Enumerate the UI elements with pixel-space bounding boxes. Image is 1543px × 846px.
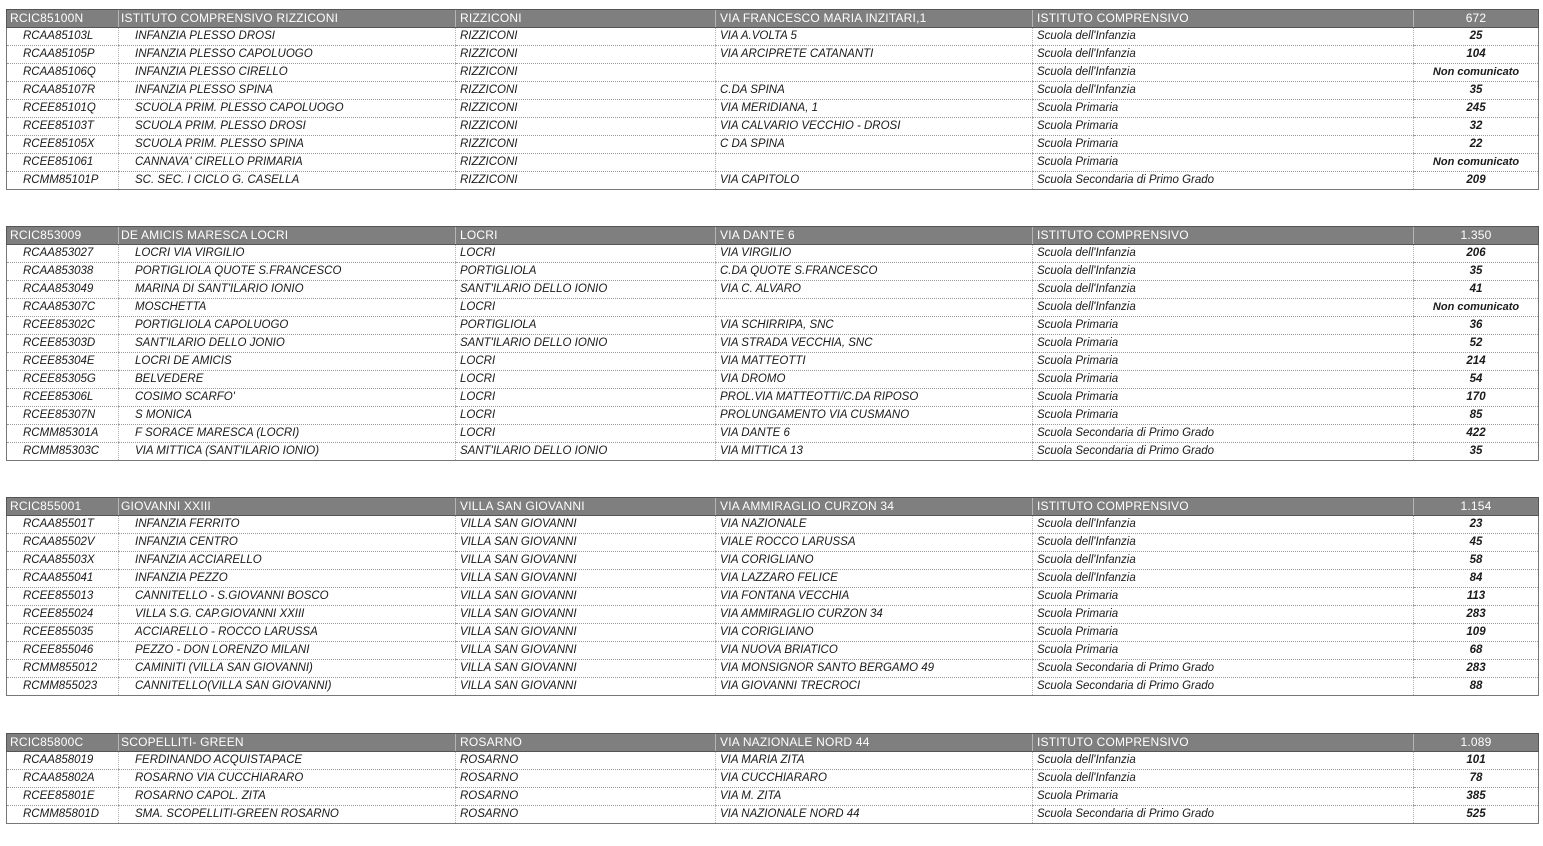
cell-tipo: Scuola dell'Infanzia <box>1033 534 1414 552</box>
cell-code: RCMM85301A <box>7 425 119 443</box>
cell-comune: ROSARNO <box>456 752 716 770</box>
header-cell-comune: VILLA SAN GIOVANNI <box>456 498 716 516</box>
cell-alunni: 32 <box>1414 118 1539 136</box>
cell-alunni: 52 <box>1414 335 1539 353</box>
cell-indirizzo: C DA SPINA <box>716 136 1033 154</box>
cell-name: BELVEDERE <box>119 371 456 389</box>
cell-code: RCEE855024 <box>7 606 119 624</box>
cell-indirizzo: VIA MERIDIANA, 1 <box>716 100 1033 118</box>
table-row <box>7 678 1539 696</box>
header-cell-comune: ROSARNO <box>456 734 716 752</box>
cell-comune: RIZZICONI <box>456 136 716 154</box>
table-row <box>7 64 1539 82</box>
header-cell-alunni: 1.089 <box>1414 734 1539 752</box>
cell-comune: VILLA SAN GIOVANNI <box>456 660 716 678</box>
header-cell-comune: RIZZICONI <box>456 10 716 28</box>
cell-code: RCEE85302C <box>7 317 119 335</box>
table-row <box>7 806 1539 824</box>
cell-code: RCEE85101Q <box>7 100 119 118</box>
cell-comune: RIZZICONI <box>456 28 716 46</box>
header-cell-code: RCIC85100N <box>7 10 119 28</box>
cell-comune: PORTIGLIOLA <box>456 263 716 281</box>
cell-name: PEZZO - DON LORENZO MILANI <box>119 642 456 660</box>
cell-tipo: Scuola Primaria <box>1033 407 1414 425</box>
cell-tipo: Scuola dell'Infanzia <box>1033 82 1414 100</box>
cell-name: ROSARNO VIA CUCCHIARARO <box>119 770 456 788</box>
cell-code: RCAA85307C <box>7 299 119 317</box>
cell-tipo: Scuola Primaria <box>1033 100 1414 118</box>
cell-tipo: Scuola Primaria <box>1033 389 1414 407</box>
table-row <box>7 335 1539 353</box>
cell-alunni: 85 <box>1414 407 1539 425</box>
cell-code: RCEE851061 <box>7 154 119 172</box>
cell-tipo: Scuola Primaria <box>1033 118 1414 136</box>
header-cell-name: DE AMICIS MARESCA LOCRI <box>119 227 456 245</box>
cell-name: INFANZIA PLESSO CAPOLUOGO <box>119 46 456 64</box>
cell-comune: ROSARNO <box>456 788 716 806</box>
cell-tipo: Scuola dell'Infanzia <box>1033 64 1414 82</box>
cell-code: RCEE85306L <box>7 389 119 407</box>
cell-tipo: Scuola dell'Infanzia <box>1033 28 1414 46</box>
header-cell-tipo: ISTITUTO COMPRENSIVO <box>1033 734 1414 752</box>
cell-indirizzo: VIA NUOVA BRIATICO <box>716 642 1033 660</box>
institute-header-row <box>7 498 1539 516</box>
cell-code: RCEE85105X <box>7 136 119 154</box>
cell-code: RCAA853049 <box>7 281 119 299</box>
cell-name: MOSCHETTA <box>119 299 456 317</box>
cell-comune: ROSARNO <box>456 806 716 824</box>
cell-code: RCAA85105P <box>7 46 119 64</box>
cell-tipo: Scuola dell'Infanzia <box>1033 516 1414 534</box>
cell-name: VILLA S.G. CAP.GIOVANNI XXIII <box>119 606 456 624</box>
table-row <box>7 570 1539 588</box>
cell-name: SANT'ILARIO DELLO JONIO <box>119 335 456 353</box>
cell-tipo: Scuola dell'Infanzia <box>1033 263 1414 281</box>
cell-name: SMA. SCOPELLITI-GREEN ROSARNO <box>119 806 456 824</box>
cell-tipo: Scuola dell'Infanzia <box>1033 46 1414 64</box>
cell-name: LOCRI DE AMICIS <box>119 353 456 371</box>
cell-comune: PORTIGLIOLA <box>456 317 716 335</box>
cell-name: MARINA DI SANT'ILARIO IONIO <box>119 281 456 299</box>
cell-indirizzo: VIA LAZZARO FELICE <box>716 570 1033 588</box>
header-cell-indirizzo: VIA AMMIRAGLIO CURZON 34 <box>716 498 1033 516</box>
cell-alunni: Non comunicato <box>1414 299 1539 317</box>
table-row <box>7 281 1539 299</box>
cell-alunni: 209 <box>1414 172 1539 190</box>
table-row <box>7 118 1539 136</box>
cell-code: RCAA85103L <box>7 28 119 46</box>
cell-code: RCEE85303D <box>7 335 119 353</box>
cell-indirizzo: VIA NAZIONALE NORD 44 <box>716 806 1033 824</box>
table-row <box>7 172 1539 190</box>
header-cell-name: GIOVANNI XXIII <box>119 498 456 516</box>
header-cell-tipo: ISTITUTO COMPRENSIVO <box>1033 498 1414 516</box>
cell-alunni: Non comunicato <box>1414 154 1539 172</box>
table-row <box>7 389 1539 407</box>
table-row <box>7 443 1539 461</box>
cell-indirizzo: VIA MITTICA 13 <box>716 443 1033 461</box>
cell-indirizzo: VIA MONSIGNOR SANTO BERGAMO 49 <box>716 660 1033 678</box>
header-cell-name: ISTITUTO COMPRENSIVO RIZZICONI <box>119 10 456 28</box>
cell-comune: VILLA SAN GIOVANNI <box>456 606 716 624</box>
cell-indirizzo: PROLUNGAMENTO VIA CUSMANO <box>716 407 1033 425</box>
cell-indirizzo: VIALE ROCCO LARUSSA <box>716 534 1033 552</box>
cell-alunni: 41 <box>1414 281 1539 299</box>
cell-code: RCEE85305G <box>7 371 119 389</box>
cell-comune: VILLA SAN GIOVANNI <box>456 534 716 552</box>
school-table <box>6 226 1539 461</box>
cell-alunni: 78 <box>1414 770 1539 788</box>
table-row <box>7 752 1539 770</box>
cell-indirizzo: VIA CUCCHIARARO <box>716 770 1033 788</box>
cell-comune: RIZZICONI <box>456 172 716 190</box>
cell-alunni: 113 <box>1414 588 1539 606</box>
header-cell-tipo: ISTITUTO COMPRENSIVO <box>1033 227 1414 245</box>
cell-indirizzo: VIA M. ZITA <box>716 788 1033 806</box>
table-row <box>7 770 1539 788</box>
cell-code: RCMM85303C <box>7 443 119 461</box>
cell-comune: LOCRI <box>456 371 716 389</box>
institute-header-row <box>7 734 1539 752</box>
cell-code: RCAA853027 <box>7 245 119 263</box>
header-cell-indirizzo: VIA DANTE 6 <box>716 227 1033 245</box>
cell-name: CANNITELLO - S.GIOVANNI BOSCO <box>119 588 456 606</box>
table-row <box>7 534 1539 552</box>
cell-code: RCEE855046 <box>7 642 119 660</box>
table-row <box>7 660 1539 678</box>
table-row <box>7 552 1539 570</box>
cell-name: VIA MITTICA (SANT'ILARIO IONIO) <box>119 443 456 461</box>
cell-indirizzo: VIA AMMIRAGLIO CURZON 34 <box>716 606 1033 624</box>
cell-comune: RIZZICONI <box>456 100 716 118</box>
cell-comune: RIZZICONI <box>456 154 716 172</box>
cell-indirizzo: C.DA QUOTE S.FRANCESCO <box>716 263 1033 281</box>
cell-name: ACCIARELLO - ROCCO LARUSSA <box>119 624 456 642</box>
cell-tipo: Scuola Secondaria di Primo Grado <box>1033 172 1414 190</box>
cell-name: ROSARNO CAPOL. ZITA <box>119 788 456 806</box>
cell-alunni: 422 <box>1414 425 1539 443</box>
table-row <box>7 624 1539 642</box>
header-cell-code: RCIC85800C <box>7 734 119 752</box>
cell-indirizzo: PROL.VIA MATTEOTTI/C.DA RIPOSO <box>716 389 1033 407</box>
block-spacer <box>6 190 1538 226</box>
header-cell-alunni: 1.350 <box>1414 227 1539 245</box>
cell-code: RCAA85802A <box>7 770 119 788</box>
cell-comune: VILLA SAN GIOVANNI <box>456 552 716 570</box>
cell-tipo: Scuola Primaria <box>1033 136 1414 154</box>
table-row <box>7 588 1539 606</box>
cell-tipo: Scuola Primaria <box>1033 642 1414 660</box>
cell-indirizzo: VIA A.VOLTA 5 <box>716 28 1033 46</box>
cell-name: SCUOLA PRIM. PLESSO DROSI <box>119 118 456 136</box>
table-row <box>7 642 1539 660</box>
cell-comune: LOCRI <box>456 407 716 425</box>
cell-name: INFANZIA CENTRO <box>119 534 456 552</box>
cell-tipo: Scuola Primaria <box>1033 371 1414 389</box>
cell-alunni: 22 <box>1414 136 1539 154</box>
cell-alunni: 170 <box>1414 389 1539 407</box>
cell-alunni: 35 <box>1414 82 1539 100</box>
cell-indirizzo: VIA GIOVANNI TRECROCI <box>716 678 1033 696</box>
cell-indirizzo: VIA CALVARIO VECCHIO - DROSI <box>716 118 1033 136</box>
cell-indirizzo <box>716 299 1033 317</box>
cell-name: CANNITELLO(VILLA SAN GIOVANNI) <box>119 678 456 696</box>
cell-alunni: 58 <box>1414 552 1539 570</box>
table-row <box>7 371 1539 389</box>
cell-code: RCAA85106Q <box>7 64 119 82</box>
school-table <box>6 497 1539 696</box>
cell-code: RCAA85503X <box>7 552 119 570</box>
header-cell-code: RCIC855001 <box>7 498 119 516</box>
header-cell-alunni: 672 <box>1414 10 1539 28</box>
cell-comune: LOCRI <box>456 299 716 317</box>
cell-indirizzo: VIA ARCIPRETE CATANANTI <box>716 46 1033 64</box>
cell-alunni: 104 <box>1414 46 1539 64</box>
school-table <box>6 733 1539 824</box>
cell-comune: SANT'ILARIO DELLO IONIO <box>456 281 716 299</box>
table-row <box>7 154 1539 172</box>
cell-tipo: Scuola dell'Infanzia <box>1033 770 1414 788</box>
cell-code: RCAA85502V <box>7 534 119 552</box>
cell-alunni: 84 <box>1414 570 1539 588</box>
cell-alunni: 214 <box>1414 353 1539 371</box>
table-row <box>7 425 1539 443</box>
cell-comune: VILLA SAN GIOVANNI <box>456 624 716 642</box>
cell-comune: VILLA SAN GIOVANNI <box>456 642 716 660</box>
header-cell-indirizzo: VIA NAZIONALE NORD 44 <box>716 734 1033 752</box>
cell-name: S MONICA <box>119 407 456 425</box>
cell-indirizzo: VIA C. ALVARO <box>716 281 1033 299</box>
cell-tipo: Scuola Primaria <box>1033 606 1414 624</box>
cell-code: RCEE85304E <box>7 353 119 371</box>
cell-alunni: 54 <box>1414 371 1539 389</box>
cell-name: INFANZIA PLESSO DROSI <box>119 28 456 46</box>
cell-name: PORTIGLIOLA CAPOLUOGO <box>119 317 456 335</box>
cell-indirizzo: VIA CAPITOLO <box>716 172 1033 190</box>
cell-name: INFANZIA PLESSO SPINA <box>119 82 456 100</box>
cell-indirizzo <box>716 154 1033 172</box>
table-row <box>7 317 1539 335</box>
cell-indirizzo: VIA SCHIRRIPA, SNC <box>716 317 1033 335</box>
cell-name: INFANZIA PEZZO <box>119 570 456 588</box>
cell-alunni: 23 <box>1414 516 1539 534</box>
cell-alunni: 45 <box>1414 534 1539 552</box>
cell-tipo: Scuola Primaria <box>1033 624 1414 642</box>
cell-code: RCAA853038 <box>7 263 119 281</box>
cell-indirizzo: VIA NAZIONALE <box>716 516 1033 534</box>
cell-comune: VILLA SAN GIOVANNI <box>456 570 716 588</box>
cell-tipo: Scuola dell'Infanzia <box>1033 570 1414 588</box>
cell-alunni: 35 <box>1414 443 1539 461</box>
cell-code: RCEE85801E <box>7 788 119 806</box>
cell-indirizzo <box>716 64 1033 82</box>
cell-code: RCEE85103T <box>7 118 119 136</box>
cell-comune: RIZZICONI <box>456 64 716 82</box>
cell-tipo: Scuola Secondaria di Primo Grado <box>1033 660 1414 678</box>
cell-indirizzo: VIA STRADA VECCHIA, SNC <box>716 335 1033 353</box>
cell-code: RCAA858019 <box>7 752 119 770</box>
cell-alunni: 109 <box>1414 624 1539 642</box>
cell-name: LOCRI VIA VIRGILIO <box>119 245 456 263</box>
table-row <box>7 407 1539 425</box>
header-cell-indirizzo: VIA FRANCESCO MARIA INZITARI,1 <box>716 10 1033 28</box>
cell-name: COSIMO SCARFO' <box>119 389 456 407</box>
cell-indirizzo: VIA DANTE 6 <box>716 425 1033 443</box>
cell-tipo: Scuola Secondaria di Primo Grado <box>1033 443 1414 461</box>
cell-comune: LOCRI <box>456 245 716 263</box>
table-row <box>7 263 1539 281</box>
cell-comune: ROSARNO <box>456 770 716 788</box>
cell-code: RCEE855035 <box>7 624 119 642</box>
cell-comune: RIZZICONI <box>456 46 716 64</box>
table-row <box>7 100 1539 118</box>
cell-comune: LOCRI <box>456 353 716 371</box>
cell-code: RCAA85501T <box>7 516 119 534</box>
cell-alunni: 283 <box>1414 606 1539 624</box>
table-row <box>7 28 1539 46</box>
cell-code: RCEE855013 <box>7 588 119 606</box>
cell-name: F SORACE MARESCA (LOCRI) <box>119 425 456 443</box>
cell-tipo: Scuola dell'Infanzia <box>1033 552 1414 570</box>
cell-tipo: Scuola dell'Infanzia <box>1033 245 1414 263</box>
cell-tipo: Scuola Primaria <box>1033 588 1414 606</box>
cell-comune: VILLA SAN GIOVANNI <box>456 516 716 534</box>
cell-code: RCAA855041 <box>7 570 119 588</box>
cell-comune: LOCRI <box>456 425 716 443</box>
cell-comune: LOCRI <box>456 389 716 407</box>
cell-name: SCUOLA PRIM. PLESSO SPINA <box>119 136 456 154</box>
cell-name: FERDINANDO ACQUISTAPACE <box>119 752 456 770</box>
institute-header-row <box>7 10 1539 28</box>
cell-alunni: 206 <box>1414 245 1539 263</box>
cell-alunni: 245 <box>1414 100 1539 118</box>
header-cell-alunni: 1.154 <box>1414 498 1539 516</box>
cell-tipo: Scuola dell'Infanzia <box>1033 752 1414 770</box>
cell-code: RCMM855023 <box>7 678 119 696</box>
cell-indirizzo: VIA CORIGLIANO <box>716 552 1033 570</box>
table-row <box>7 46 1539 64</box>
cell-indirizzo: VIA MATTEOTTI <box>716 353 1033 371</box>
cell-name: SC. SEC. I CICLO G. CASELLA <box>119 172 456 190</box>
cell-tipo: Scuola Secondaria di Primo Grado <box>1033 678 1414 696</box>
cell-alunni: 385 <box>1414 788 1539 806</box>
cell-alunni: 101 <box>1414 752 1539 770</box>
table-row <box>7 788 1539 806</box>
cell-comune: RIZZICONI <box>456 118 716 136</box>
header-cell-name: SCOPELLITI- GREEN <box>119 734 456 752</box>
header-cell-code: RCIC853009 <box>7 227 119 245</box>
institute-header-row <box>7 227 1539 245</box>
table-row <box>7 136 1539 154</box>
cell-code: RCMM855012 <box>7 660 119 678</box>
cell-indirizzo: VIA MARIA ZITA <box>716 752 1033 770</box>
cell-alunni: 35 <box>1414 263 1539 281</box>
cell-indirizzo: VIA DROMO <box>716 371 1033 389</box>
cell-indirizzo: C.DA SPINA <box>716 82 1033 100</box>
cell-name: PORTIGLIOLA QUOTE S.FRANCESCO <box>119 263 456 281</box>
cell-name: SCUOLA PRIM. PLESSO CAPOLUOGO <box>119 100 456 118</box>
cell-tipo: Scuola Secondaria di Primo Grado <box>1033 806 1414 824</box>
document-page <box>6 9 1538 824</box>
cell-name: CANNAVA' CIRELLO PRIMARIA <box>119 154 456 172</box>
table-row <box>7 606 1539 624</box>
cell-tipo: Scuola Primaria <box>1033 317 1414 335</box>
cell-code: RCMM85801D <box>7 806 119 824</box>
header-cell-tipo: ISTITUTO COMPRENSIVO <box>1033 10 1414 28</box>
table-row <box>7 82 1539 100</box>
cell-indirizzo: VIA CORIGLIANO <box>716 624 1033 642</box>
cell-code: RCMM85101P <box>7 172 119 190</box>
cell-tipo: Scuola dell'Infanzia <box>1033 281 1414 299</box>
cell-alunni: 283 <box>1414 660 1539 678</box>
cell-indirizzo: VIA FONTANA VECCHIA <box>716 588 1033 606</box>
table-row <box>7 516 1539 534</box>
block-spacer <box>6 696 1538 733</box>
cell-name: INFANZIA FERRITO <box>119 516 456 534</box>
cell-tipo: Scuola Primaria <box>1033 353 1414 371</box>
cell-comune: VILLA SAN GIOVANNI <box>456 678 716 696</box>
header-cell-comune: LOCRI <box>456 227 716 245</box>
cell-comune: VILLA SAN GIOVANNI <box>456 588 716 606</box>
table-row <box>7 245 1539 263</box>
cell-alunni: 88 <box>1414 678 1539 696</box>
cell-tipo: Scuola Primaria <box>1033 335 1414 353</box>
table-row <box>7 353 1539 371</box>
cell-code: RCEE85307N <box>7 407 119 425</box>
cell-tipo: Scuola Primaria <box>1033 788 1414 806</box>
cell-name: CAMINITI (VILLA SAN GIOVANNI) <box>119 660 456 678</box>
cell-indirizzo: VIA VIRGILIO <box>716 245 1033 263</box>
block-spacer <box>6 461 1538 497</box>
cell-name: INFANZIA PLESSO CIRELLO <box>119 64 456 82</box>
cell-alunni: 68 <box>1414 642 1539 660</box>
school-table <box>6 9 1539 190</box>
cell-comune: RIZZICONI <box>456 82 716 100</box>
cell-tipo: Scuola dell'Infanzia <box>1033 299 1414 317</box>
cell-tipo: Scuola Primaria <box>1033 154 1414 172</box>
cell-comune: SANT'ILARIO DELLO IONIO <box>456 335 716 353</box>
cell-alunni: 525 <box>1414 806 1539 824</box>
table-row <box>7 299 1539 317</box>
cell-alunni: 25 <box>1414 28 1539 46</box>
cell-tipo: Scuola Secondaria di Primo Grado <box>1033 425 1414 443</box>
cell-alunni: Non comunicato <box>1414 64 1539 82</box>
cell-code: RCAA85107R <box>7 82 119 100</box>
cell-comune: SANT'ILARIO DELLO IONIO <box>456 443 716 461</box>
cell-alunni: 36 <box>1414 317 1539 335</box>
cell-name: INFANZIA ACCIARELLO <box>119 552 456 570</box>
